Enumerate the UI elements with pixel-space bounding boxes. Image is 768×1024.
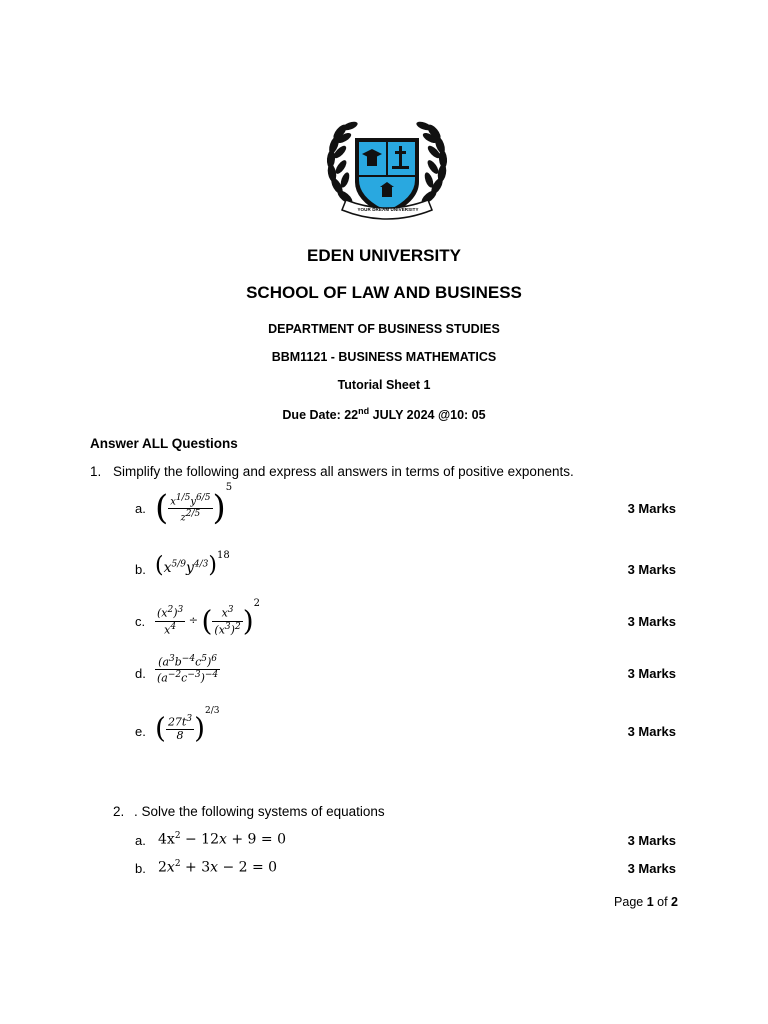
- q1-part-b-label: b.: [135, 562, 146, 577]
- course-title: BBM1121 - BUSINESS MATHEMATICS: [271, 350, 497, 364]
- sheet-title: Tutorial Sheet 1: [337, 378, 431, 392]
- page-current: 1: [646, 895, 654, 909]
- due-date: [0, 406, 768, 422]
- q1-part-e-expression: ( $\frac{27t^3}{8}$ )$^{2/3}$: [155, 706, 220, 745]
- question-2-number: 2.: [113, 804, 125, 819]
- q1-part-b-expression: $(x^{5/9}y^{4/3})^{18}$: [155, 550, 230, 578]
- q1-part-b-marks: 3 Marks: [627, 562, 676, 577]
- instructions: Answer ALL Questions: [90, 436, 238, 451]
- q1-part-d-marks: 3 Marks: [627, 666, 676, 681]
- school-name: SCHOOL OF LAW AND BUSINESS: [246, 283, 522, 302]
- university-name: EDEN UNIVERSITY: [307, 246, 461, 265]
- question-1-number: 1.: [90, 464, 102, 479]
- q1-part-a-marks: 3 Marks: [627, 501, 676, 516]
- q1-part-a-label: a.: [135, 501, 146, 516]
- due-date-suffix: JULY 2024 @10: 05: [369, 408, 486, 423]
- page-of: of: [653, 895, 672, 909]
- q2-part-a-marks: 3 Marks: [627, 833, 676, 848]
- q1-part-c-expression: $\frac{(x^2)^3}{x^4}$ ÷ ( $\frac{x^3}{(x^3)^2}$ )$^2$: [157, 598, 260, 638]
- q2-part-a-label: a.: [135, 833, 146, 848]
- page-total: 2: [671, 895, 678, 909]
- logo-motto: YOUR DREAM UNIVERSITY: [357, 207, 419, 212]
- q1-part-a-expression: ( $\frac{x^{1/5}y^{6/5}}{z^{2/5}}$ )$^5$: [155, 482, 233, 528]
- logo-emblem: [322, 112, 452, 230]
- q1-part-e-marks: 3 Marks: [627, 724, 676, 739]
- question-1-text: Simplify the following and express all answers in terms of positive exponents.: [113, 464, 574, 479]
- q1-part-d-expression: $\frac{(a^3b^{-4}c^5)^6}{(a^{-2}c^{-3})^{-4}}$: [157, 654, 219, 685]
- question-2-text: . Solve the following systems of equations: [134, 804, 385, 819]
- due-date-prefix: Due Date: 22: [282, 408, 359, 423]
- page-word: Page: [614, 895, 647, 909]
- q2-part-b-label: b.: [135, 861, 146, 876]
- q2-part-a-equation: $4x^2 - 12x + 9 = 0$: [158, 831, 286, 848]
- due-date-sup: nd: [358, 406, 370, 416]
- q2-part-b-marks: 3 Marks: [627, 861, 676, 876]
- q2-part-b-equation: $2x^2 + 3x - 2 = 0$: [158, 859, 278, 876]
- q1-part-e-label: e.: [135, 724, 146, 739]
- q1-part-c-marks: 3 Marks: [627, 614, 676, 629]
- department-name: DEPARTMENT OF BUSINESS STUDIES: [268, 322, 500, 336]
- q1-part-d-label: d.: [135, 666, 146, 681]
- university-logo: [322, 112, 452, 230]
- page-number: [560, 895, 678, 909]
- q1-part-c-label: c.: [135, 614, 146, 629]
